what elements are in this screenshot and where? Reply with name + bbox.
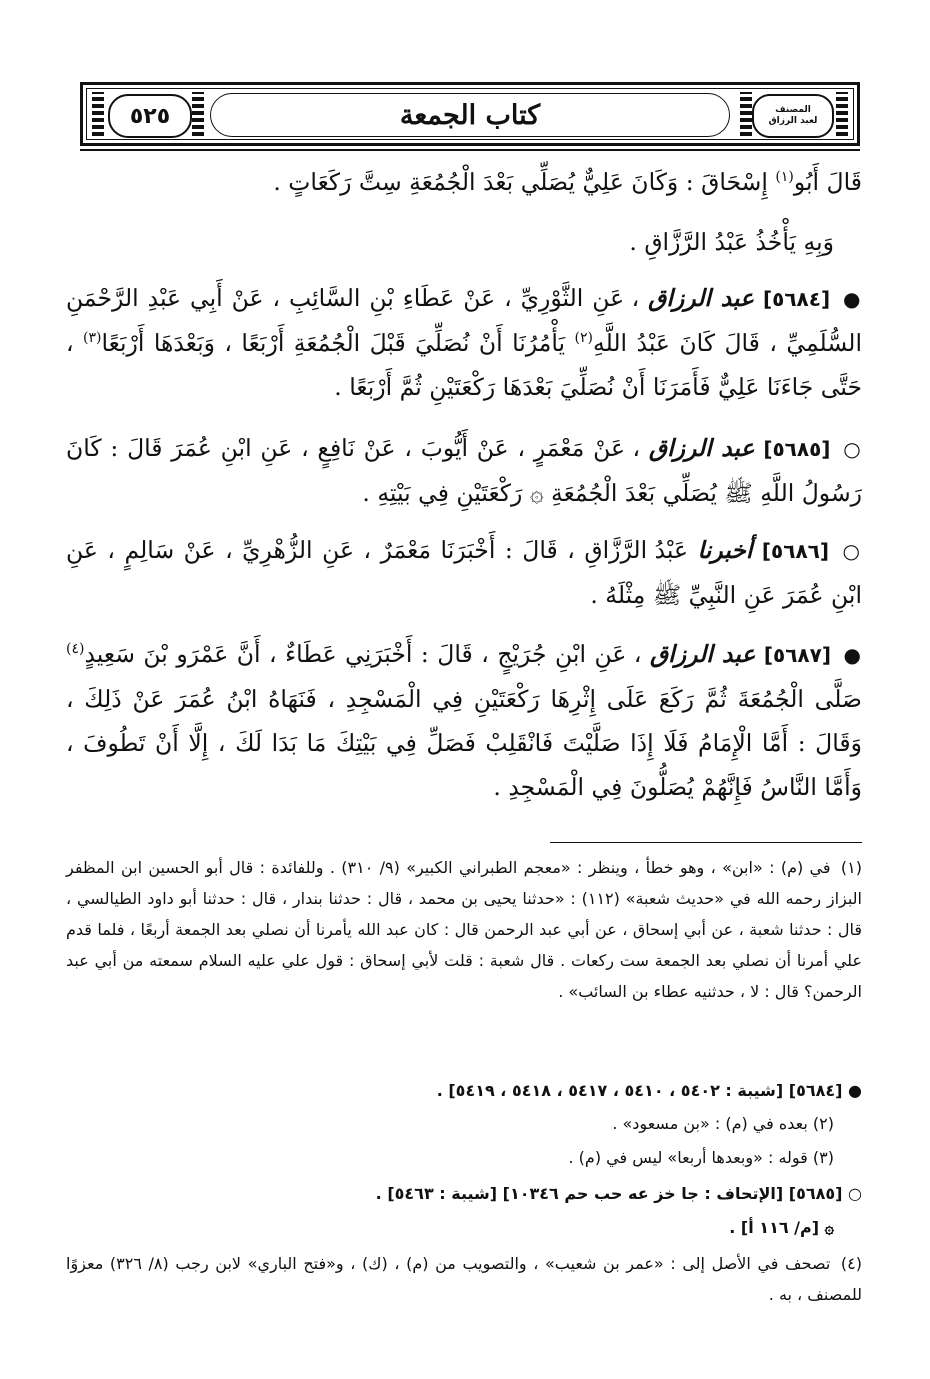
hadith-text-a: ، عَنِ الثَّوْرِيِّ ، عَنْ عَطَاءِ بْنِ السَّائِبِ ، عَنْ أَبِي عَبْدِ الرَّحْمَنِ السُّلَمِيِّ ، قَالَ كَانَ عَبْدُ اللَّهِ	[66, 284, 862, 357]
p2-text: وَبِهِ يَأْخُذُ عَبْدُ الرَّزَّاقِ .	[629, 228, 834, 256]
p1-text-a: قَالَ أَبُو	[793, 168, 862, 196]
hadith-number: [٥٦٨٤]	[762, 287, 831, 311]
source-ref-5685: ○ [٥٦٨٥] [الإتحاف : جا خز عه حب حم ١٠٣٤٦] [شيبة : ٥٤٦٣] .	[375, 1184, 862, 1203]
footnote-3: (٣) قوله : «وبعدها أربعا» ليس في (م) .	[568, 1148, 834, 1167]
hadith-text-b: يَأْمُرُنَا أَنْ نُصَلِّيَ قَبْلَ الْجُمُعَةِ أَرْبَعًا ، وَبَعْدَهَا أَرْبَعًا	[101, 329, 575, 357]
narrator-lead: عبد الرزاق	[648, 284, 755, 312]
ornament-right-inner	[740, 92, 752, 136]
ornament-right-outer	[836, 92, 848, 136]
hadith-text-b: صَلَّى الْجُمُعَةَ ثُمَّ رَكَعَ عَلَى إِثْرِهَا رَكْعَتَيْنِ فِي الْمَسْجِدِ ، فَنَهَاهُ ابْنُ عُمَرَ عَنْ ذَلِكَ ، وَقَالَ : أَمَّا الْإِمَامُ فَلَا إِذَا صَلَّيْتَ فَانْقَلِبْ فَصَلِّ فِي بَيْتِكَ مَا بَدَا لَكَ ، إِلَّا أَنْ تَطُوفَ ، وَأَمَّا النَّاسُ فَإِنَّهُمْ يُصَلُّونَ فِي الْمَسْجِدِ .	[66, 685, 862, 801]
footnote-2: (٢) بعده في (م) : «بن مسعود» .	[612, 1114, 834, 1133]
hadith-text-a: ، عَنِ ابْنِ جُرَيْجٍ ، قَالَ : أَخْبَرَنِي عَطَاءٌ ، أَنَّ عَمْرَو بْنَ سَعِيدٍ	[84, 640, 642, 668]
hadith-number: [٥٦٨٥]	[763, 437, 831, 461]
paragraph-2	[66, 220, 834, 264]
page-header	[80, 82, 860, 146]
footnote-number: (٤)	[840, 1254, 862, 1273]
footnote-ref-1: (١)	[775, 169, 794, 186]
page-number: ٥٢٥	[108, 94, 192, 138]
header-rule	[80, 149, 860, 151]
paragraph-1	[66, 160, 862, 204]
filled-circle-marker: ●	[843, 287, 862, 311]
ornament-left-inner	[192, 92, 204, 136]
hadith-5687	[66, 632, 862, 809]
filled-circle-marker: ●	[843, 643, 862, 667]
p1-text-b: إِسْحَاقَ : وَكَانَ عَلِيٌّ يُصَلِّي بَعْدَ الْجُمُعَةِ سِتَّ رَكَعَاتٍ .	[273, 168, 776, 196]
footnote-separator	[550, 842, 862, 843]
footnote-ref-3: (٣)	[83, 330, 102, 347]
hadith-5684	[66, 276, 862, 409]
footnote-number: (١)	[840, 858, 862, 877]
book-logo	[752, 94, 834, 138]
footnote-ref-2: (٢)	[574, 330, 593, 347]
logo-line-1: المصنف	[775, 105, 811, 115]
hollow-circle-marker: ○	[843, 437, 862, 461]
footnote-4	[66, 1248, 862, 1310]
ornament-left-outer	[92, 92, 104, 136]
narrator-lead: أخبرنا	[697, 536, 753, 564]
hadith-text: عَبْدُ الرَّزَّاقِ ، قَالَ : أَخْبَرَنَا مَعْمَرٌ ، عَنِ الزُّهْرِيِّ ، عَنْ سَالِمٍ ، عَنِ ابْنِ عُمَرَ عَنِ النَّبِيِّ ﷺ مِثْلَهُ .	[66, 536, 862, 609]
hadith-number: [٥٦٨٧]	[763, 643, 831, 667]
narrator-lead: عبد الرزاق	[648, 434, 755, 462]
footnote-1	[66, 852, 862, 1007]
logo-line-2: لعبد الرزاق	[768, 116, 818, 126]
hadith-number: [٥٦٨٦]	[761, 539, 829, 563]
footnote-text: في (م) : «ابن» ، وهو خطأ ، وينظر : «معجم الطبراني الكبير» (٩/ ٣١٠) . وللفائدة : قال أبو الحسين ابن المظفر البزاز رحمه الله في «حديث شعبة» (١١٢) : «حدثنا يحيى بن محمد ، قال : حدثنا بندار ، قال : حدثنا أبو داود الطيالسي ، قال : حدثنا شعبة ، عن أبي إسحاق ، عن أبي عبد الرحمن قال : كان عبد الله يأمرنا أن نصلي بعد الجمعة أربعًا ، فلما قدم علي أمرنا أن نصلي بعد الجمعة ست ركعات . قال شعبة : قلت لأبي إسحاق : قول علي عليه السلام سمعته من أبي عبد الرحمن؟ قال : لا ، حدثنيه عطاء بن السائب» .	[66, 858, 862, 1001]
source-ref-5684: ● [٥٦٨٤] [شيبة : ٥٤٠٢ ، ٥٤١٠ ، ٥٤١٧ ، ٥٤١٨ ، ٥٤١٩] .	[436, 1081, 862, 1100]
footnote-ref-4: (٤)	[66, 641, 85, 658]
hollow-circle-marker: ○	[842, 539, 862, 563]
hadith-text: ، عَنْ مَعْمَرٍ ، عَنْ أَيُّوبَ ، عَنْ نَافِعٍ ، عَنِ ابْنِ عُمَرَ قَالَ : كَانَ رَسُولُ اللَّهِ ﷺ يُصَلِّي بَعْدَ الْجُمُعَةِ ۞ رَكْعَتَيْنِ فِي بَيْتِهِ .	[66, 434, 862, 507]
hadith-5686	[66, 528, 862, 617]
hadith-text-c: ، حَتَّى جَاءَنَا عَلِيٌّ فَأَمَرَنَا أَنْ نُصَلِّيَ بَعْدَهَا رَكْعَتَيْنِ ثُمَّ أَرْبَعًا .	[66, 329, 862, 401]
footnote-text: تصحف في الأصل إلى : «عمر بن شعيب» ، والتصويب من (م) ، (ك) ، و«فتح الباري» لابن رجب (٨/ ٣٢٦) معزوًا للمصنف ، به .	[66, 1254, 862, 1304]
chapter-title: كتاب الجمعة	[210, 93, 730, 137]
hadith-5685	[66, 426, 862, 515]
narrator-lead: عبد الرزاق	[649, 640, 756, 668]
manuscript-ref: ۞ [م/ ١١٦ أ] .	[729, 1218, 834, 1237]
